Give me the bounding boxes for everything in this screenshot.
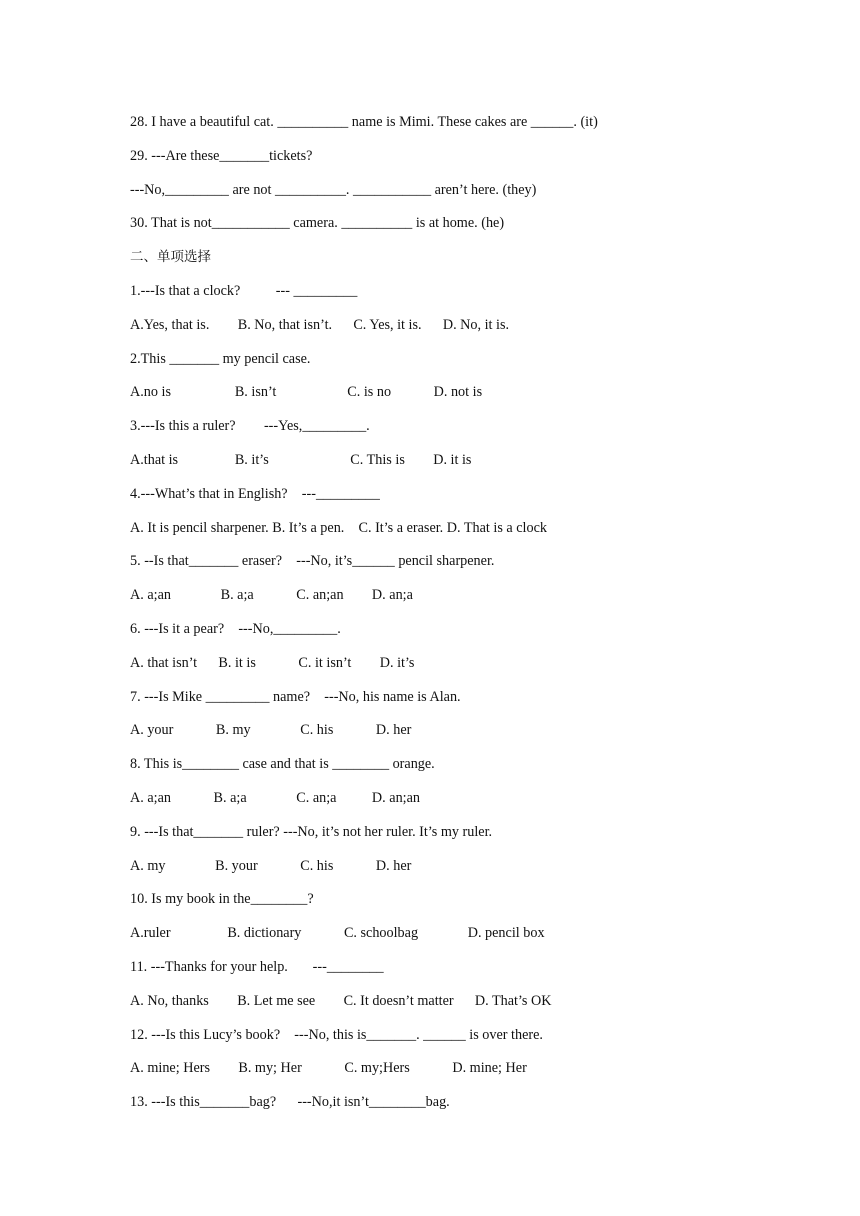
question-29-answer: ---No,_________ are not __________. ___________ aren’t here. (they): [130, 181, 537, 198]
mc-options-11: A. No, thanks B. Let me see C. It doesn’t matter D. That’s OK: [130, 992, 552, 1009]
document-page: [130, 111, 770, 1125]
mc-question-11: 11. ---Thanks for your help. ---________: [130, 958, 384, 975]
mc-question-5: 5. --Is that_______ eraser? ---No, it’s______ pencil sharpener.: [130, 553, 495, 570]
mc-question-1: 1.---Is that a clock? --- _________: [130, 282, 358, 299]
mc-question-13: 13. ---Is this_______bag? ---No,it isn’t________bag.: [130, 1094, 450, 1111]
mc-options-9: A. my B. your C. his D. her: [130, 857, 412, 874]
mc-question-4: 4.---What’s that in English? ---_________: [130, 485, 380, 502]
mc-options-4: A. It is pencil sharpener. B. It’s a pen. C. It’s a eraser. D. That is a clock: [130, 519, 547, 536]
mc-question-12: 12. ---Is this Lucy’s book? ---No, this is_______. ______ is over there.: [130, 1026, 543, 1043]
mc-options-10: A.ruler B. dictionary C. schoolbag D. pencil box: [130, 925, 545, 942]
mc-question-3: 3.---Is this a ruler? ---Yes,_________.: [130, 418, 370, 435]
question-30: 30. That is not___________ camera. __________ is at home. (he): [130, 215, 505, 232]
section-heading: 二、单项选择: [130, 249, 211, 266]
mc-options-7: A. your B. my C. his D. her: [130, 722, 412, 739]
question-29: 29. ---Are these_______tickets?: [130, 147, 313, 164]
mc-options-5: A. a;an B. a;a C. an;an D. an;a: [130, 587, 413, 604]
mc-options-8: A. a;an B. a;a C. an;a D. an;an: [130, 789, 420, 806]
mc-options-2: A.no is B. isn’t C. is no D. not is: [130, 384, 483, 401]
mc-question-9: 9. ---Is that_______ ruler? ---No, it’s not her ruler. It’s my ruler.: [130, 823, 493, 840]
mc-question-6: 6. ---Is it a pear? ---No,_________.: [130, 620, 341, 637]
mc-options-12: A. mine; Hers B. my; Her C. my;Hers D. mine; Her: [130, 1060, 527, 1077]
mc-question-8: 8. This is________ case and that is ________ orange.: [130, 756, 435, 773]
mc-question-10: 10. Is my book in the________?: [130, 891, 314, 908]
mc-options-1: A.Yes, that is. B. No, that isn’t. C. Yes, it is. D. No, it is.: [130, 316, 510, 333]
mc-options-3: A.that is B. it’s C. This is D. it is: [130, 451, 472, 468]
mc-question-2: 2.This _______ my pencil case.: [130, 350, 311, 367]
question-28: 28. I have a beautiful cat. __________ name is Mimi. These cakes are ______. (it): [130, 114, 598, 130]
mc-question-7: 7. ---Is Mike _________ name? ---No, his name is Alan.: [130, 688, 461, 705]
mc-options-6: A. that isn’t B. it is C. it isn’t D. it’s: [130, 654, 415, 671]
